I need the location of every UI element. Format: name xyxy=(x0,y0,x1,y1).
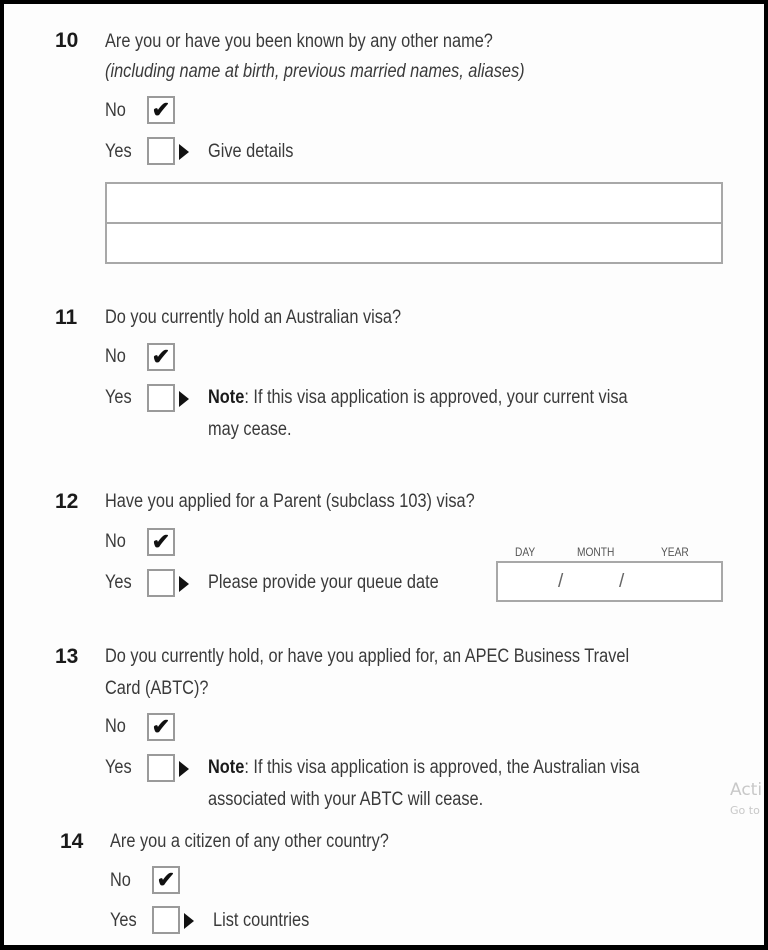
checkmark-icon: ✔ xyxy=(151,529,171,554)
date-separator: / xyxy=(558,571,564,592)
arrow-right-icon xyxy=(184,913,194,929)
option-no-label: No xyxy=(105,346,126,367)
details-input-row-1[interactable] xyxy=(107,184,721,222)
no-checkbox[interactable] xyxy=(147,713,175,741)
arrow-right-icon xyxy=(179,391,189,407)
yes-checkbox[interactable] xyxy=(147,754,175,782)
yes-checkbox[interactable] xyxy=(152,906,180,934)
note-text-continued: may cease. xyxy=(208,419,292,440)
yes-checkbox[interactable] xyxy=(147,137,175,165)
date-label-day: DAY xyxy=(515,545,536,559)
checkmark-icon: ✔ xyxy=(156,867,176,892)
question-number: 13 xyxy=(55,645,79,668)
yes-checkbox[interactable] xyxy=(147,384,175,412)
option-no-label: No xyxy=(105,100,126,121)
note-text: Note: If this visa application is approved, the Australian visa xyxy=(208,757,640,778)
note-label: Note xyxy=(208,757,245,778)
question-number: 12 xyxy=(55,490,79,513)
no-checkbox[interactable] xyxy=(147,528,175,556)
option-no-label: No xyxy=(105,716,126,737)
date-label-year: YEAR xyxy=(661,545,689,559)
checkmark-icon: ✔ xyxy=(151,714,171,739)
option-no-label: No xyxy=(105,531,126,552)
arrow-right-icon xyxy=(179,144,189,160)
question-text-continued: Card (ABTC)? xyxy=(105,678,209,699)
no-checkbox[interactable] xyxy=(147,343,175,371)
details-input-row-2[interactable] xyxy=(107,224,721,262)
question-number: 10 xyxy=(55,29,79,52)
question-text: Do you currently hold an Australian visa? xyxy=(105,307,402,328)
option-no-label: No xyxy=(110,870,131,891)
date-label-month: MONTH xyxy=(577,545,615,559)
checkmark-icon: ✔ xyxy=(151,97,171,122)
queue-date-input[interactable] xyxy=(496,561,723,602)
option-yes-label: Yes xyxy=(105,141,132,162)
question-subtext: (including name at birth, previous married names, aliases) xyxy=(105,61,525,82)
note-text-continued: associated with your ABTC will cease. xyxy=(208,789,484,810)
note-text: Note: If this visa application is approved, your current visa xyxy=(208,387,628,408)
checkmark-icon: ✔ xyxy=(151,344,171,369)
option-yes-label: Yes xyxy=(105,387,132,408)
no-checkbox[interactable] xyxy=(147,96,175,124)
option-yes-label: Yes xyxy=(105,572,132,593)
option-yes-label: Yes xyxy=(105,757,132,778)
question-text: Do you currently hold, or have you applied for, an APEC Business Travel xyxy=(105,646,630,667)
arrow-right-icon xyxy=(179,761,189,777)
yes-prompt: Please provide your queue date xyxy=(208,572,439,593)
activation-watermark: Acti xyxy=(730,780,763,800)
question-text: Are you a citizen of any other country? xyxy=(110,831,389,852)
question-number: 11 xyxy=(55,306,78,329)
no-checkbox[interactable] xyxy=(152,866,180,894)
option-yes-label: Yes xyxy=(110,910,137,931)
form-page xyxy=(4,4,764,945)
note-label: Note xyxy=(208,387,245,408)
activation-watermark-sub: Go to xyxy=(730,804,760,817)
details-box xyxy=(105,182,723,264)
yes-prompt: List countries xyxy=(213,910,310,931)
arrow-right-icon xyxy=(179,576,189,592)
question-text: Are you or have you been known by any other name? xyxy=(105,31,493,52)
date-separator: / xyxy=(619,571,625,592)
yes-checkbox[interactable] xyxy=(147,569,175,597)
yes-prompt: Give details xyxy=(208,141,294,162)
question-text: Have you applied for a Parent (subclass 103) visa? xyxy=(105,491,475,512)
question-number: 14 xyxy=(60,830,84,853)
